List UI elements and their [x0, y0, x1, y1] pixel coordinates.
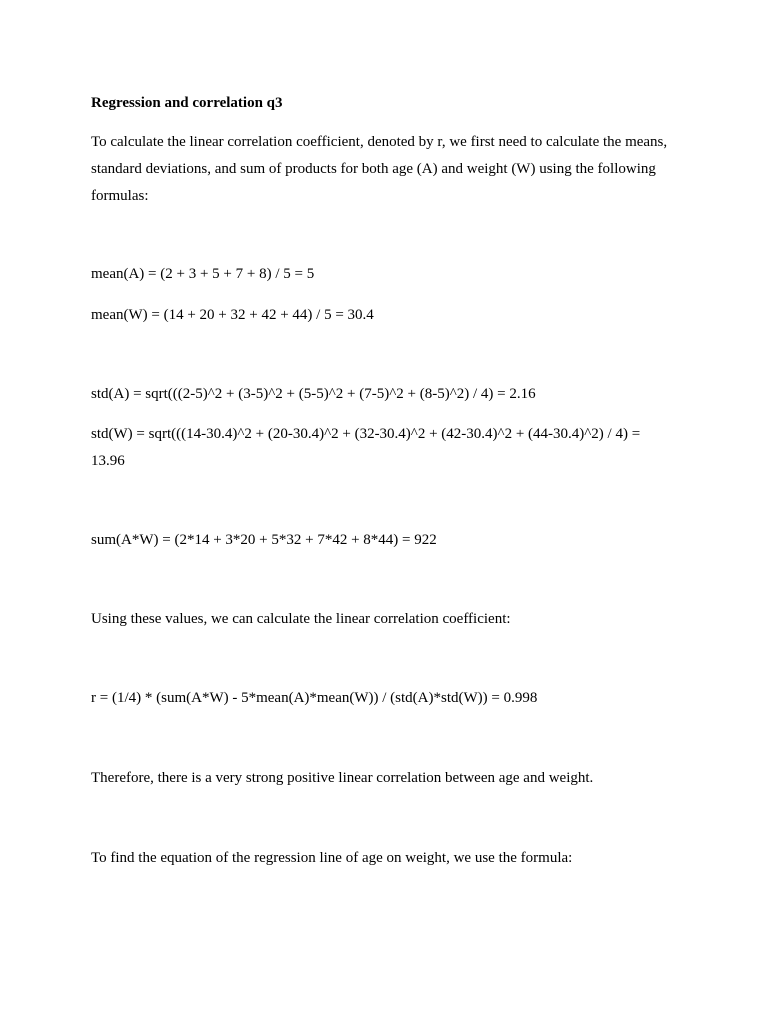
sum-aw-formula: sum(A*W) = (2*14 + 3*20 + 5*32 + 7*42 + 8*44) = 922	[91, 532, 437, 548]
mean-w-formula: mean(W) = (14 + 20 + 32 + 42 + 44) / 5 = 30.4	[91, 307, 374, 323]
regression-intro-text: To find the equation of the regression line of age on weight, we use the formula:	[91, 850, 573, 866]
intro-line-3: formulas:	[91, 188, 149, 204]
std-a-formula: std(A) = sqrt(((2-5)^2 + (3-5)^2 + (5-5)^2 + (7-5)^2 + (8-5)^2) / 4) = 2.16	[91, 386, 536, 402]
std-w-formula-line-2: 13.96	[91, 453, 125, 469]
mean-a-formula: mean(A) = (2 + 3 + 5 + 7 + 8) / 5 = 5	[91, 266, 315, 282]
std-w-formula-line-1: std(W) = sqrt(((14-30.4)^2 + (20-30.4)^2 + (32-30.4)^2 + (42-30.4)^2 + (44-30.4)^2) / 4) =	[91, 426, 641, 442]
intro-line-2: standard deviations, and sum of products for both age (A) and weight (W) using the following	[91, 161, 656, 177]
document-title: Regression and correlation q3	[91, 95, 283, 111]
using-values-text: Using these values, we can calculate the linear correlation coefficient:	[91, 611, 511, 627]
intro-line-1: To calculate the linear correlation coefficient, denoted by r, we first need to calculate the means,	[91, 134, 668, 150]
conclusion-text: Therefore, there is a very strong positive linear correlation between age and weight.	[91, 770, 594, 786]
r-formula: r = (1/4) * (sum(A*W) - 5*mean(A)*mean(W)) / (std(A)*std(W)) = 0.998	[91, 690, 538, 706]
